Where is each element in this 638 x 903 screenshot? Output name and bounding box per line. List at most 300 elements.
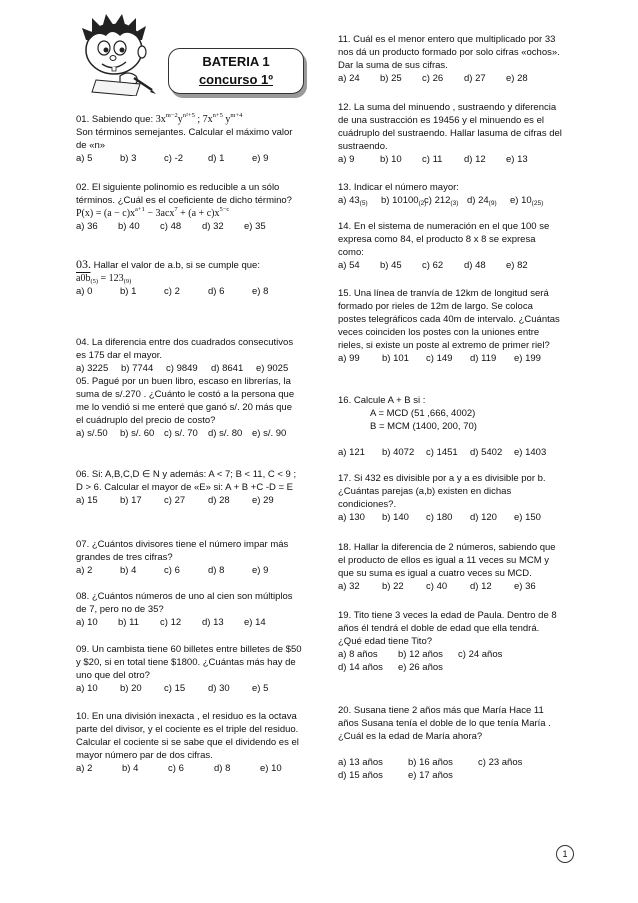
question-07: [76, 538, 302, 577]
option-label: c): [166, 363, 174, 374]
option-label: e): [398, 662, 407, 673]
formula-text: P(x) = (a − c)x: [76, 208, 136, 219]
answer-options: [338, 259, 562, 272]
option-label: d): [208, 286, 217, 297]
question-body: [76, 181, 302, 220]
option-label: d): [470, 581, 479, 592]
answer-option: [470, 446, 514, 459]
option-label: d): [202, 617, 211, 628]
question-number: 06.: [76, 469, 90, 480]
question-text: Cuál es el menor entero que multiplicado por 33 nos dá un producto formado por solo cifras «ochos». Dar la suma de sus cifras.: [338, 34, 560, 71]
question-text: La diferencia entre dos cuadrados consecutivos es 175 dar el mayor.: [76, 337, 294, 361]
answer-option: [164, 427, 208, 440]
answer-option: [202, 616, 244, 629]
option-value: 32: [213, 221, 224, 232]
option-label: d): [208, 495, 217, 506]
option-label: a): [76, 617, 85, 628]
option-value: 30: [219, 683, 230, 694]
answer-option: [338, 352, 382, 365]
answer-option: [506, 259, 548, 272]
option-value: 99: [349, 353, 360, 364]
question-text: Un cambista tiene 60 billetes entre billetes de $50 y $20, si en total tiene $1800. ¿Cuántas más hay de uno que del otro?: [76, 644, 302, 681]
option-value: 10: [391, 154, 402, 165]
question-body: [76, 468, 302, 494]
option-label: e): [244, 221, 253, 232]
question-body: [76, 258, 302, 272]
base-subscript: (2): [418, 200, 427, 207]
option-value: 5402: [481, 447, 503, 458]
option-value: 35: [255, 221, 266, 232]
option-label: e): [506, 73, 515, 84]
option-label: c): [422, 154, 430, 165]
answer-option: [164, 682, 208, 695]
answer-option: [202, 220, 244, 233]
answer-option: [164, 285, 208, 298]
option-label: c): [426, 353, 434, 364]
question-text: Tito tiene 3 veces la edad de Paula. Dentro de 8 años él tendrá el doble de edad que ella tendrá. ¿Qué edad tiene Tito?: [338, 610, 557, 647]
answer-option: [76, 362, 121, 375]
answer-option: [252, 564, 296, 577]
worksheet-subtitle: concurso 1º: [198, 72, 274, 87]
question-number: 14.: [338, 221, 352, 232]
formula-text: ; 7x: [194, 114, 213, 125]
option-label: a): [338, 757, 347, 768]
option-label: e): [514, 353, 523, 364]
answer-options: [76, 220, 302, 233]
answer-option: [426, 511, 470, 524]
question-body: [338, 33, 562, 72]
answer-option: [120, 682, 164, 695]
formula-superscript: 5−c: [219, 206, 230, 213]
option-value: 12 años: [409, 649, 443, 660]
option-value: 130: [349, 512, 365, 523]
option-value: 6: [178, 763, 184, 774]
option-value: s/. 70: [174, 428, 198, 439]
question-text: En una división inexacta , el residuo es la octava parte del divisor, y el cociente es el triple del residuo. Calcular el cociente si se sabe que el dividendo es el mayor número par de dos cifras.: [76, 711, 299, 761]
answer-option: [252, 682, 296, 695]
option-label: d): [214, 763, 223, 774]
answer-option: [160, 616, 202, 629]
answer-options: [76, 762, 302, 775]
option-value: 26: [432, 73, 444, 84]
question-body: [338, 181, 562, 194]
option-value: 32: [349, 581, 360, 592]
option-label: e): [506, 154, 515, 165]
option-value: 4: [131, 565, 137, 576]
option-label: e): [506, 260, 515, 271]
answer-option: [338, 72, 380, 85]
answer-options: [76, 285, 302, 298]
answer-option: [208, 682, 252, 695]
option-value: 5: [263, 683, 269, 694]
option-label: b): [120, 286, 129, 297]
option-value: 0: [87, 286, 93, 297]
question-number: 19.: [338, 610, 352, 621]
question-number: 09.: [76, 644, 90, 655]
option-value: 12: [170, 617, 182, 628]
option-value: 45: [391, 260, 402, 271]
option-value: 8: [263, 286, 269, 297]
question-03: [76, 258, 302, 298]
option-label: c): [164, 495, 172, 506]
answer-option: [338, 153, 380, 166]
question-number: 03.: [76, 257, 91, 271]
answer-option: [208, 564, 252, 577]
answer-option: [464, 259, 506, 272]
option-value: 26 años: [409, 662, 443, 673]
answer-options: [338, 756, 562, 769]
formula-subscript: (9): [123, 278, 132, 285]
question-number: 05.: [76, 376, 90, 387]
option-label: d): [211, 363, 220, 374]
option-label: b): [120, 495, 129, 506]
option-label: b): [408, 757, 417, 768]
answer-options: [338, 153, 562, 166]
option-label: c): [160, 221, 168, 232]
option-value: 9025: [267, 363, 289, 374]
option-value: 2: [87, 565, 93, 576]
option-value: 82: [517, 260, 528, 271]
question-body: [76, 643, 302, 682]
option-label: a): [338, 512, 347, 523]
option-label: d): [208, 428, 217, 439]
question-body: [76, 590, 302, 616]
question-11: [338, 33, 562, 85]
answer-options: [338, 352, 562, 365]
question-10: [76, 710, 302, 775]
option-label: d): [470, 512, 479, 523]
option-value: 5: [87, 153, 93, 164]
option-label: c): [164, 286, 172, 297]
option-label: c): [426, 581, 434, 592]
option-value: 15: [174, 683, 186, 694]
question-body: [338, 609, 562, 648]
option-value: 8641: [222, 363, 244, 374]
answer-options: [338, 194, 562, 207]
option-value: 4: [133, 763, 139, 774]
question-18: [338, 541, 562, 593]
option-value: 101: [393, 353, 409, 364]
option-value: 121: [349, 447, 365, 458]
option-value: 27: [475, 73, 486, 84]
option-label: b): [120, 683, 129, 694]
question-number: 02.: [76, 182, 90, 193]
question-text: Sabiendo que:: [91, 114, 154, 125]
answer-option: [252, 152, 296, 165]
option-label: a): [338, 353, 347, 364]
answer-option: [211, 362, 256, 375]
option-value: s/.50: [87, 428, 108, 439]
option-label: b): [381, 195, 390, 206]
question-body: [338, 472, 562, 511]
option-label: a): [76, 565, 85, 576]
answer-options: [338, 648, 562, 661]
formula-text: y: [177, 114, 183, 125]
answer-option: [506, 153, 548, 166]
option-value: 9: [263, 565, 269, 576]
answer-options: [76, 494, 302, 507]
answer-options: [76, 152, 302, 165]
answer-option: [122, 762, 168, 775]
option-value: 17 años: [419, 770, 453, 781]
option-value: 6: [219, 286, 225, 297]
option-label: a): [338, 581, 347, 592]
answer-option: [467, 194, 510, 207]
option-label: c): [164, 683, 172, 694]
title-box: [168, 48, 304, 94]
option-value: 10: [521, 195, 532, 206]
answer-option: [514, 580, 558, 593]
formula-text: = 123: [98, 273, 124, 284]
formula-text: + (a + c)x: [177, 208, 220, 219]
base-subscript: (25): [531, 200, 544, 207]
option-label: a): [76, 363, 85, 374]
option-label: b): [121, 363, 130, 374]
question-text: Si 432 es divisible por a y a es divisible por b. ¿Cuántas parejas (a,b) existen en dichas condiciones?.: [338, 473, 546, 510]
spacer: [338, 743, 562, 756]
question-number: 12.: [338, 102, 352, 113]
option-label: d): [464, 154, 473, 165]
question-number: 17.: [338, 473, 352, 484]
answer-option: [244, 220, 286, 233]
option-value: 23 años: [488, 757, 523, 768]
answer-option: [380, 259, 422, 272]
option-label: e): [244, 617, 253, 628]
question-number: 16.: [338, 395, 352, 406]
answer-option: [514, 511, 558, 524]
question-15: [338, 287, 562, 365]
option-value: 4072: [393, 447, 415, 458]
option-label: d): [464, 260, 473, 271]
question-body: [76, 336, 302, 362]
question-text: La suma del minuendo , sustraendo y diferencia de una sustracción es 19456 y el minuendo es el cuádruplo del sustraendo. Hallar lasuma de cifras del sustraendo.: [338, 102, 562, 152]
option-label: a): [338, 260, 347, 271]
question-number: 07.: [76, 539, 90, 550]
answer-option: [160, 220, 202, 233]
option-value: 48: [475, 260, 486, 271]
option-label: b): [380, 154, 389, 165]
option-value: 3225: [87, 363, 109, 374]
answer-options: [76, 564, 302, 577]
question-text: En el sistema de numeración en el que 100 se expresa como 84, el producto 8 x 8 se expresa como:: [338, 221, 550, 258]
question-text: Hallar el valor de a.b, si se cumple que:: [93, 260, 260, 271]
formula-superscript: a+1: [135, 206, 145, 213]
option-value: 40: [129, 221, 140, 232]
option-value: 1: [219, 153, 225, 164]
option-label: b): [380, 73, 389, 84]
option-value: 12: [475, 154, 486, 165]
option-value: 9: [263, 153, 269, 164]
option-label: b): [118, 617, 127, 628]
base-subscript: (9): [488, 200, 497, 207]
option-value: 15: [87, 495, 98, 506]
answer-options: [338, 446, 562, 459]
option-label: d): [338, 662, 347, 673]
answer-options: [76, 362, 302, 375]
option-label: e): [252, 286, 261, 297]
question-body: [338, 101, 562, 153]
option-value: 62: [432, 260, 444, 271]
answer-option: [338, 580, 382, 593]
formula-line: [76, 272, 302, 285]
answer-option: [408, 769, 478, 782]
formula: [156, 114, 243, 125]
answer-options: [76, 682, 302, 695]
answer-options: [338, 580, 562, 593]
answer-option: [464, 153, 506, 166]
option-value: 36: [525, 581, 536, 592]
question-20: [338, 704, 562, 782]
answer-option: [510, 194, 553, 207]
option-value: 199: [525, 353, 541, 364]
option-value: 9849: [176, 363, 198, 374]
option-label: e): [256, 363, 265, 374]
answer-option: [422, 72, 464, 85]
question-02: [76, 181, 302, 233]
question-text: ¿Cuántos divisores tiene el número impar más grandes de tres cifras?: [76, 539, 289, 563]
question-text-continued: Son términos semejantes. Calcular el máximo valor de «n»: [76, 127, 293, 151]
option-label: a): [76, 221, 85, 232]
option-value: s/. 90: [263, 428, 287, 439]
question-body: [76, 538, 302, 564]
answer-option: [506, 72, 548, 85]
answer-option: [338, 511, 382, 524]
option-label: e): [260, 763, 269, 774]
question-16: [338, 394, 562, 459]
option-value: 140: [393, 512, 409, 523]
answer-options: [76, 616, 302, 629]
option-value: 8: [225, 763, 231, 774]
option-value: 1: [131, 286, 137, 297]
question-number: 11.: [338, 34, 351, 45]
question-text: Una línea de tranvía de 12km de longitud será formado por rieles de 12m de largo. Se coloca postes telegráficos cada 40m de intervalo. ¿Cuántas veces coinciden los postes con la uniones entre rieles, si existe un poste al extremo de primer riel?: [338, 288, 560, 351]
option-value: 40: [436, 581, 448, 592]
answer-option: [76, 494, 120, 507]
question-body: [76, 375, 302, 427]
answer-option: [398, 648, 458, 661]
answer-options: [76, 427, 302, 440]
answer-option: [166, 362, 211, 375]
option-value: 20: [131, 683, 142, 694]
question-text: ¿Cuántos números de uno al cien son múltiplos de 7, pero no de 35?: [76, 591, 293, 615]
answer-option: [120, 564, 164, 577]
option-value: 24: [349, 73, 360, 84]
option-label: c): [422, 260, 430, 271]
option-label: d): [338, 770, 347, 781]
worksheet-title: BATERIA 1: [202, 54, 270, 69]
formula-superscript: n²+5: [182, 112, 195, 119]
option-value: 15 años: [349, 770, 383, 781]
option-label: e): [514, 512, 523, 523]
option-label: c): [422, 73, 430, 84]
option-label: a): [338, 447, 347, 458]
answer-option: [382, 352, 426, 365]
option-label: a): [76, 428, 85, 439]
answer-option: [514, 352, 558, 365]
option-value: 13: [213, 617, 224, 628]
option-value: 150: [525, 512, 541, 523]
answer-option: [382, 511, 426, 524]
answer-option: [426, 352, 470, 365]
formula-text: − 3acx: [144, 208, 175, 219]
answer-option: [120, 427, 164, 440]
option-value: 119: [481, 353, 497, 364]
answer-options: [338, 661, 562, 674]
answer-option: [464, 72, 506, 85]
question-number: 13.: [338, 182, 352, 193]
question-text: Si: A,B,C,D ∈ N y además: A < 7; B < 11, C < 9 ; D > 6. Calcular el mayor de «E» si: A + B +C -D = E: [76, 469, 297, 493]
answer-option: [76, 762, 122, 775]
option-value: 12: [481, 581, 492, 592]
option-label: b): [380, 260, 389, 271]
answer-option: [470, 511, 514, 524]
answer-option: [208, 152, 252, 165]
answer-option: [120, 152, 164, 165]
answer-options: [338, 72, 562, 85]
answer-option: [338, 769, 408, 782]
option-value: 13 años: [349, 757, 383, 768]
question-text: Pagué por un buen libro, escaso en librerías, la suma de s/.270 . ¿Cuánto le costó a la persona que me lo vendió si me enteré que ganó s/. 20 más que el cuádruplo del precio de costo?: [76, 376, 295, 426]
answer-option: [252, 427, 296, 440]
option-value: 17: [131, 495, 142, 506]
option-label: a): [338, 154, 347, 165]
question-definition: A = MCD (51 ,666, 4002): [370, 408, 476, 419]
option-value: 25: [391, 73, 402, 84]
option-value: 14: [255, 617, 266, 628]
answer-option: [121, 362, 166, 375]
formula-overlined: a0b: [76, 273, 91, 284]
option-value: 28: [219, 495, 230, 506]
option-label: d): [470, 447, 479, 458]
option-label: d): [208, 153, 217, 164]
answer-option: [76, 152, 120, 165]
answer-option: [208, 285, 252, 298]
question-08: [76, 590, 302, 629]
option-value: 11: [432, 154, 443, 165]
option-value: s/. 60: [131, 428, 155, 439]
option-value: 8: [219, 565, 225, 576]
formula-superscript: m+4: [230, 112, 243, 119]
base-subscript: (5): [359, 200, 368, 207]
question-body: [338, 394, 562, 407]
option-label: c): [164, 153, 172, 164]
formula-subscript: (5): [90, 278, 99, 285]
question-text: Indicar el número mayor:: [353, 182, 459, 193]
option-label: a): [338, 649, 347, 660]
answer-option: [168, 762, 214, 775]
question-text: Susana tiene 2 años más que María Hace 11 años Susana tenía el doble de lo que tenía María . ¿Cuál es la edad de María ahora?: [338, 705, 551, 742]
option-label: a): [76, 495, 85, 506]
option-label: b): [120, 565, 129, 576]
question-body: [76, 710, 302, 762]
option-label: d): [467, 195, 476, 206]
answer-option: [252, 494, 296, 507]
answer-option: [382, 580, 426, 593]
option-label: a): [76, 153, 85, 164]
answer-option: [470, 580, 514, 593]
option-value: -2: [174, 153, 184, 164]
formula-superscript: 7: [174, 206, 178, 213]
option-value: 27: [174, 495, 186, 506]
answer-option: [380, 72, 422, 85]
answer-option: [260, 762, 306, 775]
option-value: 29: [263, 495, 274, 506]
option-label: e): [252, 565, 261, 576]
option-label: d): [202, 221, 211, 232]
option-label: d): [208, 683, 217, 694]
answer-options: [338, 511, 562, 524]
formula-text: 3x: [155, 114, 166, 125]
